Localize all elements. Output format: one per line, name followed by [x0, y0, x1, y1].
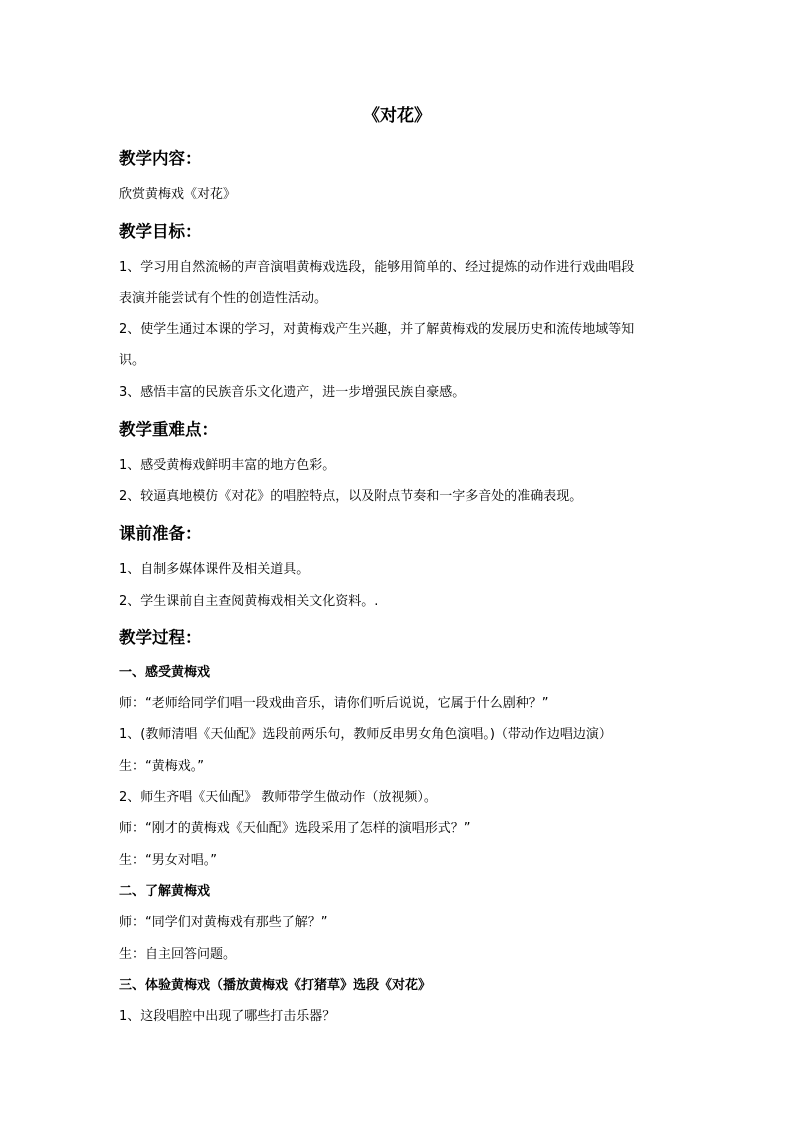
document-title: 《对花》: [363, 106, 431, 126]
goals-line-5: 3、感悟丰富的民族音乐文化遗产，进一步增强民族自豪感。: [119, 385, 466, 400]
key-points-heading: 教学重难点：: [119, 420, 218, 439]
preparation-line-2: 2、学生课前自主查阅黄梅戏相关文化资料。.: [119, 594, 379, 609]
process-part1-line-4: 2、师生齐唱《天仙配》 教师带学生做动作（放视频）。: [119, 790, 437, 805]
goals-line-1: 1、学习用自然流畅的声音演唱黄梅戏选段，能够用简单的、经过提炼的动作进行戏曲唱段: [119, 260, 635, 275]
process-part1-line-3: 生：“黄梅戏。”: [119, 759, 204, 774]
process-part1-line-5: 师：“刚才的黄梅戏《天仙配》选段采用了怎样的演唱形式？”: [119, 821, 471, 836]
key-points-line-2: 2、较逼真地模仿《对花》的唱腔特点，以及附点节奏和一字多音处的准确表现。: [119, 489, 583, 504]
goals-line-3: 2、使学生通过本课的学习，对黄梅戏产生兴趣，并了解黄梅戏的发展历史和流传地域等知: [119, 322, 635, 337]
preparation-heading: 课前准备：: [119, 524, 202, 543]
goals-heading: 教学目标：: [119, 222, 202, 241]
process-part1-title: 一、感受黄梅戏: [119, 665, 211, 680]
process-part2-line-1: 师：“同学们对黄梅戏有那些了解？”: [119, 915, 328, 930]
process-part1-line-2: 1、(教师清唱《天仙配》选段前两乐句，教师反串男女角色演唱。)（带动作边唱边演）: [119, 727, 612, 742]
goals-line-2: 表演并能尝试有个性的创造性活动。: [119, 291, 328, 306]
content-heading: 教学内容：: [119, 149, 202, 168]
process-part1-line-6: 生：“男女对唱。”: [119, 853, 217, 868]
goals-line-4: 识。: [119, 353, 146, 368]
process-part3-line-1: 1、这段唱腔中出现了哪些打击乐器？: [119, 1009, 336, 1024]
process-part1-line-1: 师：“老师给同学们唱一段戏曲音乐，请你们听后说说，它属于什么剧种？”: [119, 696, 549, 711]
content-line-1: 欣赏黄梅戏《对花》: [119, 187, 237, 202]
process-part2-title: 二、了解黄梅戏: [119, 884, 211, 899]
process-part3-title: 三、体验黄梅戏（播放黄梅戏《打猪草》选段《对花》: [119, 978, 432, 993]
key-points-line-1: 1、感受黄梅戏鲜明丰富的地方色彩。: [119, 458, 336, 473]
process-part2-line-2: 生：自主回答问题。: [119, 947, 237, 962]
process-heading: 教学过程：: [119, 628, 202, 647]
preparation-line-1: 1、自制多媒体课件及相关道具。: [119, 562, 310, 577]
